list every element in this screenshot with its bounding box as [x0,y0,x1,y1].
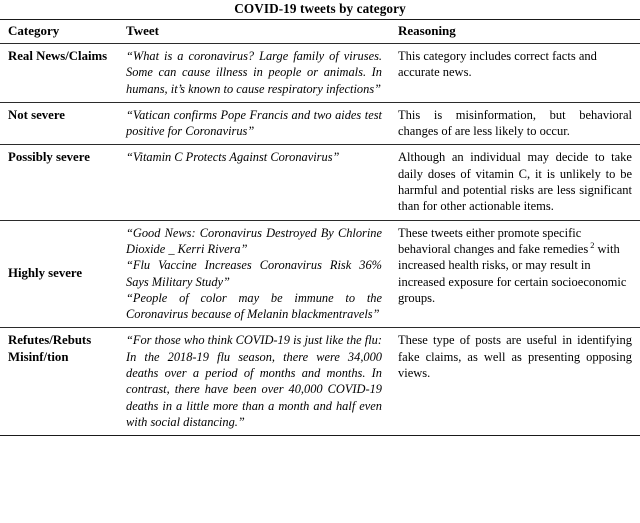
header-row [0,20,640,44]
tweet-quote: “Flu Vaccine Increases Coronavirus Risk 36% Says Military Study” [126,258,382,289]
cell-reasoning: Although an individual may decide to take daily doses of vitamin C, it is unlikely to be harmful and potential risks are less significant than for other actionable items. [390,145,640,220]
column-header-category: Category [0,20,118,44]
cell-category: Possibly severe [0,145,118,220]
cell-category: Refutes/Rebuts Misinf/tion [0,328,118,436]
tweet-quote: “Vitamin C Protects Against Coronavirus” [126,150,340,165]
footnote-marker: 2 [590,240,595,250]
table-row [0,44,640,103]
cell-tweet [118,328,390,436]
reasoning-text-part-1: These tweets either promote specific behavioral changes and fake remedies [398,225,589,256]
cell-reasoning: This category includes correct facts and accurate news. [390,44,640,103]
cell-category: Highly severe [0,220,118,328]
table-header [0,20,640,44]
cell-tweet [118,44,390,103]
cell-tweet [118,102,390,145]
column-header-tweet: Tweet [118,20,390,44]
reasoning-text-part-2: with increased health risks, or may result in increased exposure for certain socioeconomic groups. [398,241,627,305]
table-row [0,328,640,436]
cell-reasoning: These type of posts are useful in identifying fake claims, as well as presenting opposing views. [390,328,640,436]
cell-reasoning [390,220,640,328]
cell-tweet [118,145,390,220]
table-caption: COVID-19 tweets by category [234,1,406,16]
table-row [0,102,640,145]
cell-category: Real News/Claims [0,44,118,103]
covid-tweets-table [0,19,640,436]
table-row [0,145,640,220]
tweet-quote: “Good News: Coronavirus Destroyed By Chlorine Dioxide _ Kerri Rivera” [126,225,382,256]
column-header-reasoning: Reasoning [390,20,640,44]
tweet-quote: “Vatican confirms Pope Francis and two aides test positive for Coronavirus” [126,107,382,139]
cell-reasoning: This is misinformation, but behavioral changes of are less likely to occur. [390,102,640,145]
tweet-quote: “What is a coronavirus? Large family of viruses. Some can cause illness in people or animals. In humans, it’s known to cause respiratory infections” [126,49,382,96]
table-row [0,220,640,328]
cell-category: Not severe [0,102,118,145]
tweet-quote: “For those who think COVID-19 is just like the flu: In the 2018-19 flu season, there were 34,000 deaths over a period of months and months. In contrast, there have been over 40,000 COVID-19 deaths in a little more than a month and half even with social distancing.” [126,333,382,429]
cell-tweet [118,220,390,328]
table-body [0,44,640,436]
tweet-quote: “People of color may be immune to the Coronavirus because of Melanin blackmentravels” [126,290,382,322]
